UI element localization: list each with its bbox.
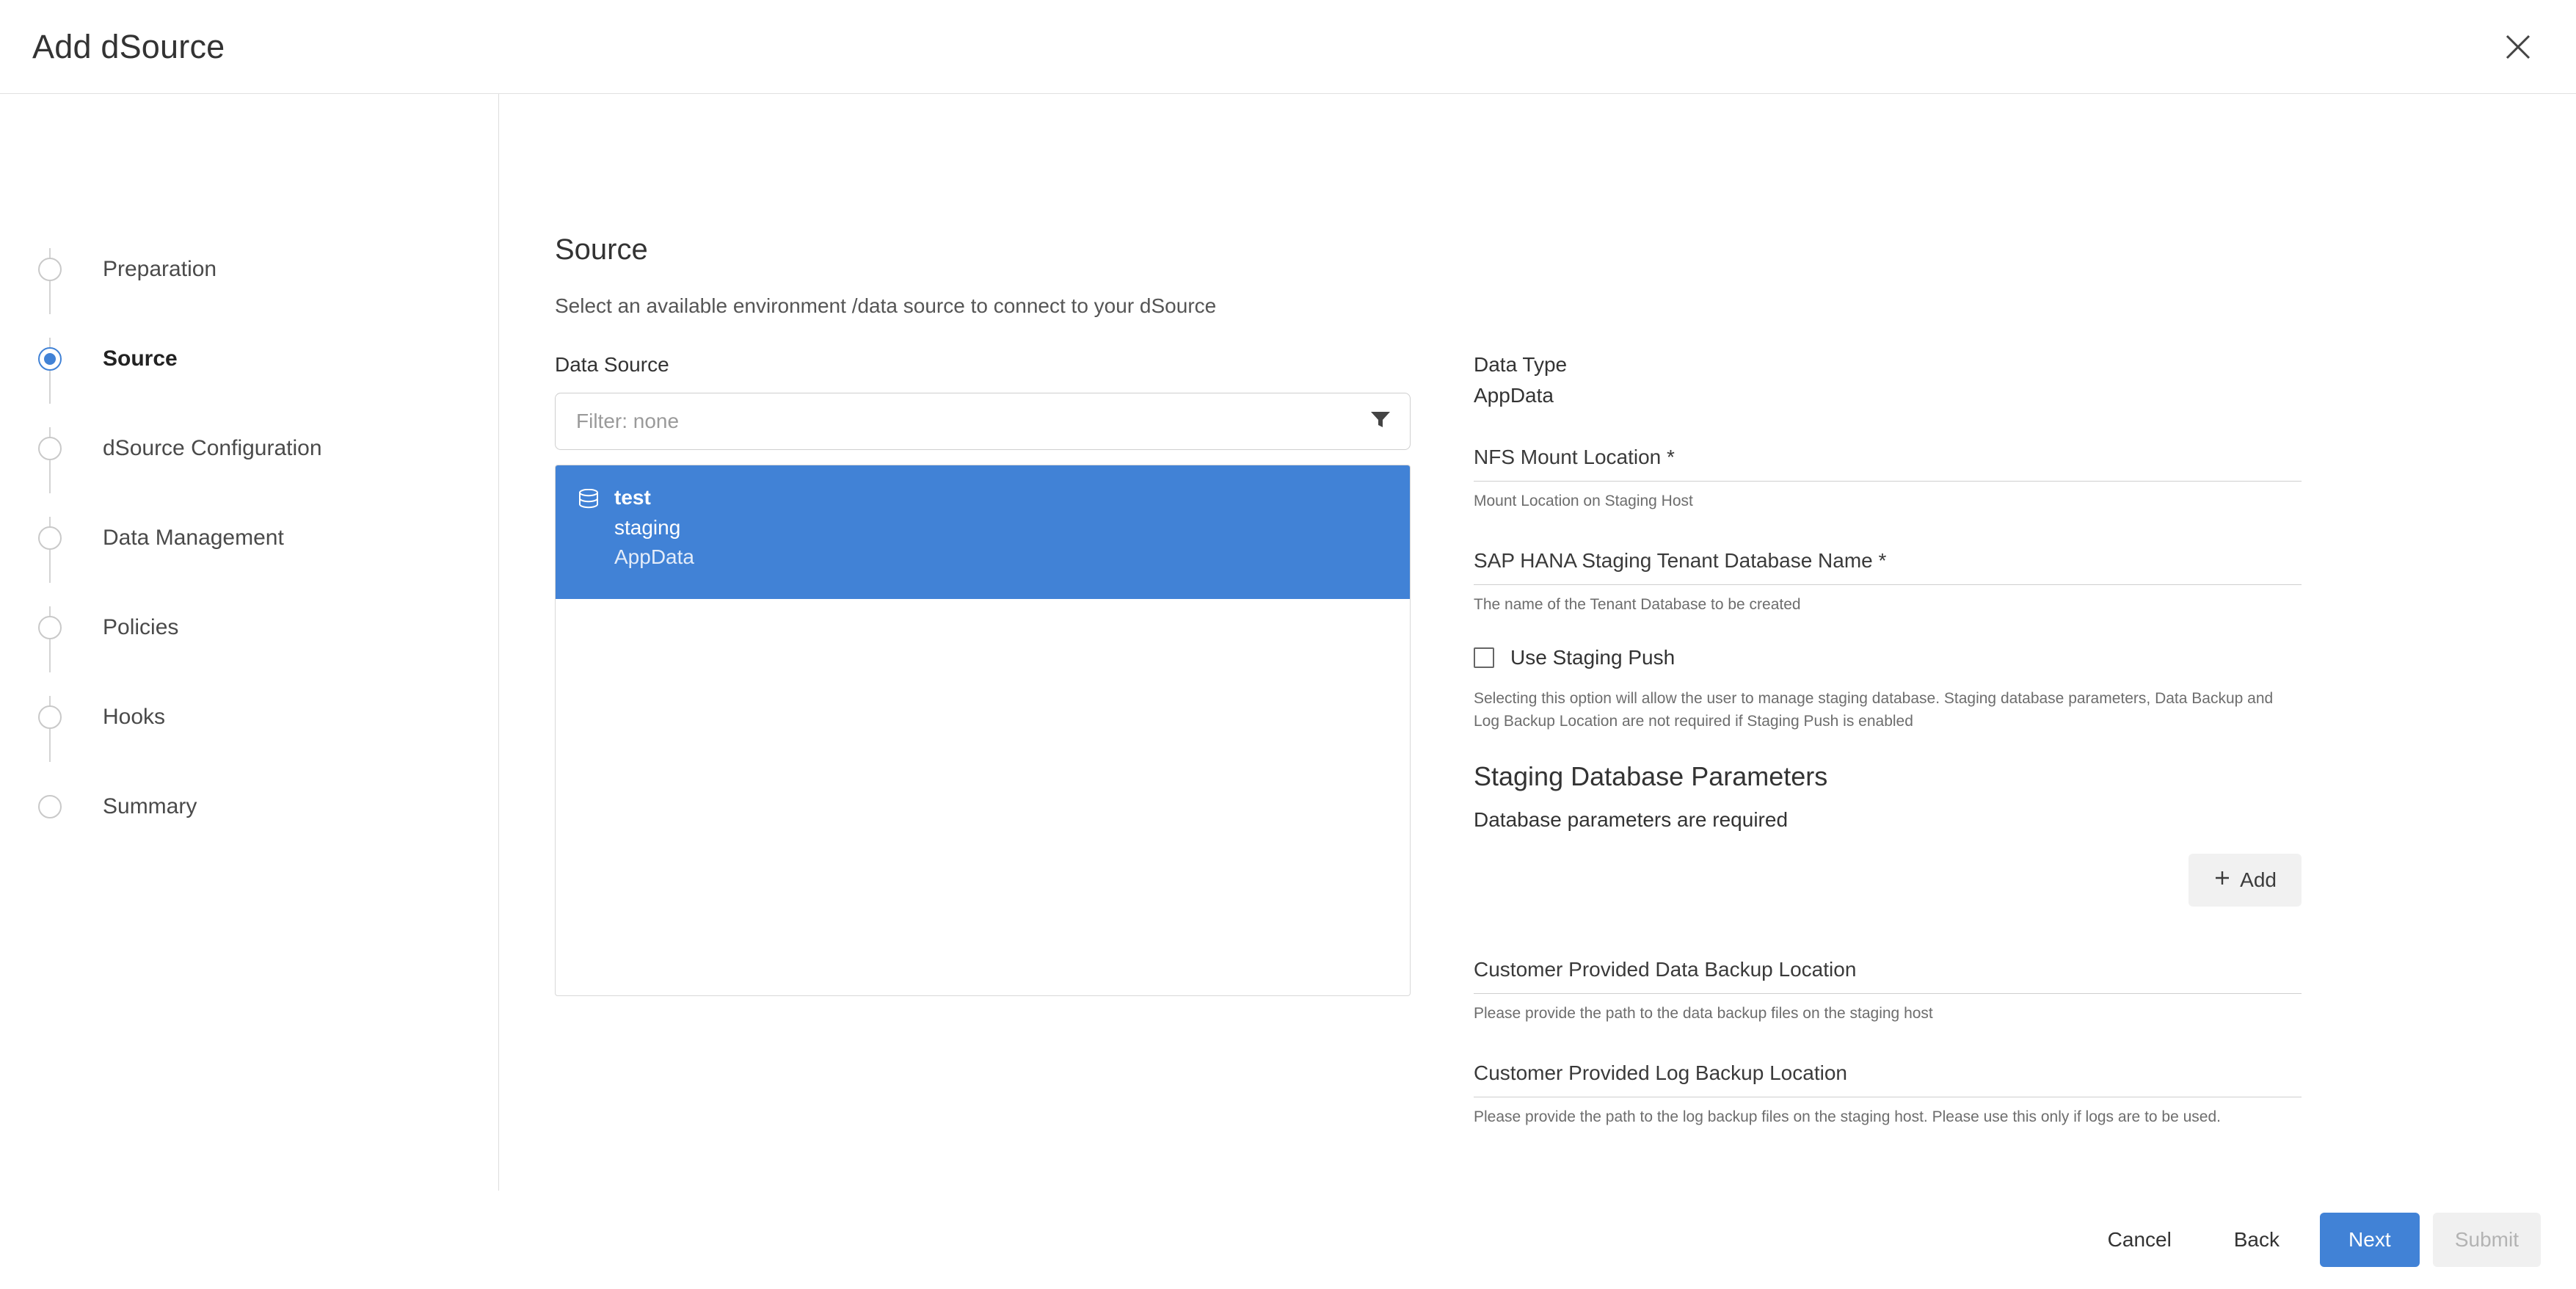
data-source-list[interactable] xyxy=(555,465,1411,996)
list-item[interactable] xyxy=(556,465,1410,599)
data-source-panel xyxy=(555,353,1411,1139)
use-staging-push-label: Use Staging Push xyxy=(1510,645,1676,669)
cancel-button[interactable]: Cancel xyxy=(2086,1213,2194,1267)
step-dot-icon xyxy=(38,526,62,550)
sidebar-item-label: Source xyxy=(103,346,178,371)
use-staging-push-checkbox[interactable] xyxy=(1474,647,1494,668)
data-source-filter[interactable] xyxy=(555,393,1411,450)
wizard-steps xyxy=(0,225,498,852)
add-parameter-row xyxy=(1474,854,2302,907)
section-subtitle: Select an available environment /data source to connect to your dSource xyxy=(555,294,1217,317)
list-item-sub: staging xyxy=(614,515,681,539)
step-dot-icon xyxy=(38,616,62,639)
tenant-database-name-label: SAP HANA Staging Tenant Database Name * xyxy=(1474,549,2302,585)
step-dot-icon xyxy=(38,437,62,460)
dialog-footer xyxy=(0,1191,2576,1289)
sidebar-item-preparation[interactable] xyxy=(103,225,498,314)
log-backup-location-field[interactable] xyxy=(1474,1061,2302,1128)
add-button-label: Add xyxy=(2240,868,2277,891)
staging-database-parameters-heading: Staging Database Parameters xyxy=(1474,760,1828,791)
sidebar-item-hooks[interactable] xyxy=(103,672,498,762)
list-item-name: test xyxy=(614,486,651,509)
nfs-mount-location-hint: Mount Location on Staging Host xyxy=(1474,493,1693,509)
sidebar-item-label: Summary xyxy=(103,794,197,818)
add-button[interactable] xyxy=(2188,854,2302,907)
source-details-panel xyxy=(1444,353,2302,1139)
list-item-type: AppData xyxy=(614,545,694,569)
wizard-sidebar xyxy=(0,94,499,1191)
sidebar-item-summary[interactable] xyxy=(103,762,498,852)
sidebar-item-label: Data Management xyxy=(103,526,284,550)
tenant-database-name-field[interactable] xyxy=(1474,549,2302,616)
data-type-value: AppData xyxy=(1474,384,1554,407)
data-source-label: Data Source xyxy=(555,353,669,376)
step-dot-icon xyxy=(38,795,62,818)
nfs-mount-location-label: NFS Mount Location * xyxy=(1474,446,2302,482)
section-title: Source xyxy=(555,233,648,266)
database-icon xyxy=(579,489,598,511)
sidebar-item-source[interactable] xyxy=(103,314,498,404)
log-backup-location-hint: Please provide the path to the log backup files on the staging host. Please use this only if logs are to be used. xyxy=(1474,1108,2221,1126)
use-staging-push-row[interactable] xyxy=(1474,646,2302,669)
step-dot-icon xyxy=(38,347,62,371)
close-icon[interactable] xyxy=(2495,24,2541,70)
data-backup-location-hint: Please provide the path to the data backup files on the staging host xyxy=(1474,1004,1933,1022)
step-dot-icon xyxy=(38,258,62,281)
dialog-header xyxy=(0,0,2576,94)
sidebar-item-policies[interactable] xyxy=(103,583,498,672)
use-staging-push-hint: Selecting this option will allow the user to manage staging database. Staging database parameters, Data Backup and Log Backup Location are not required if Staging Push is enabled xyxy=(1474,689,2274,730)
main-content xyxy=(499,94,2576,1191)
sidebar-item-dsource-configuration[interactable] xyxy=(103,404,498,493)
page-title: Add dSource xyxy=(32,27,225,65)
sidebar-item-label: Policies xyxy=(103,615,179,639)
dialog-body xyxy=(0,94,2576,1191)
back-button[interactable]: Back xyxy=(2207,1213,2307,1267)
sidebar-item-label: dSource Configuration xyxy=(103,436,322,460)
filter-icon[interactable] xyxy=(1370,410,1391,432)
next-button[interactable]: Next xyxy=(2320,1213,2420,1267)
log-backup-location-label: Customer Provided Log Backup Location xyxy=(1474,1061,2302,1097)
plus-icon xyxy=(2213,868,2231,892)
nfs-mount-location-field[interactable] xyxy=(1474,446,2302,512)
step-dot-icon xyxy=(38,705,62,729)
search-input[interactable] xyxy=(575,409,1370,434)
sidebar-item-label: Hooks xyxy=(103,705,166,729)
data-backup-location-label: Customer Provided Data Backup Location xyxy=(1474,958,2302,994)
sidebar-item-data-management[interactable] xyxy=(103,493,498,583)
data-type-label: Data Type xyxy=(1474,353,1568,376)
sidebar-item-label: Preparation xyxy=(103,257,217,281)
staging-database-parameters-note: Database parameters are required xyxy=(1474,807,1789,831)
data-backup-location-field[interactable] xyxy=(1474,958,2302,1025)
tenant-database-name-hint: The name of the Tenant Database to be created xyxy=(1474,596,1801,614)
submit-button: Submit xyxy=(2433,1213,2541,1267)
